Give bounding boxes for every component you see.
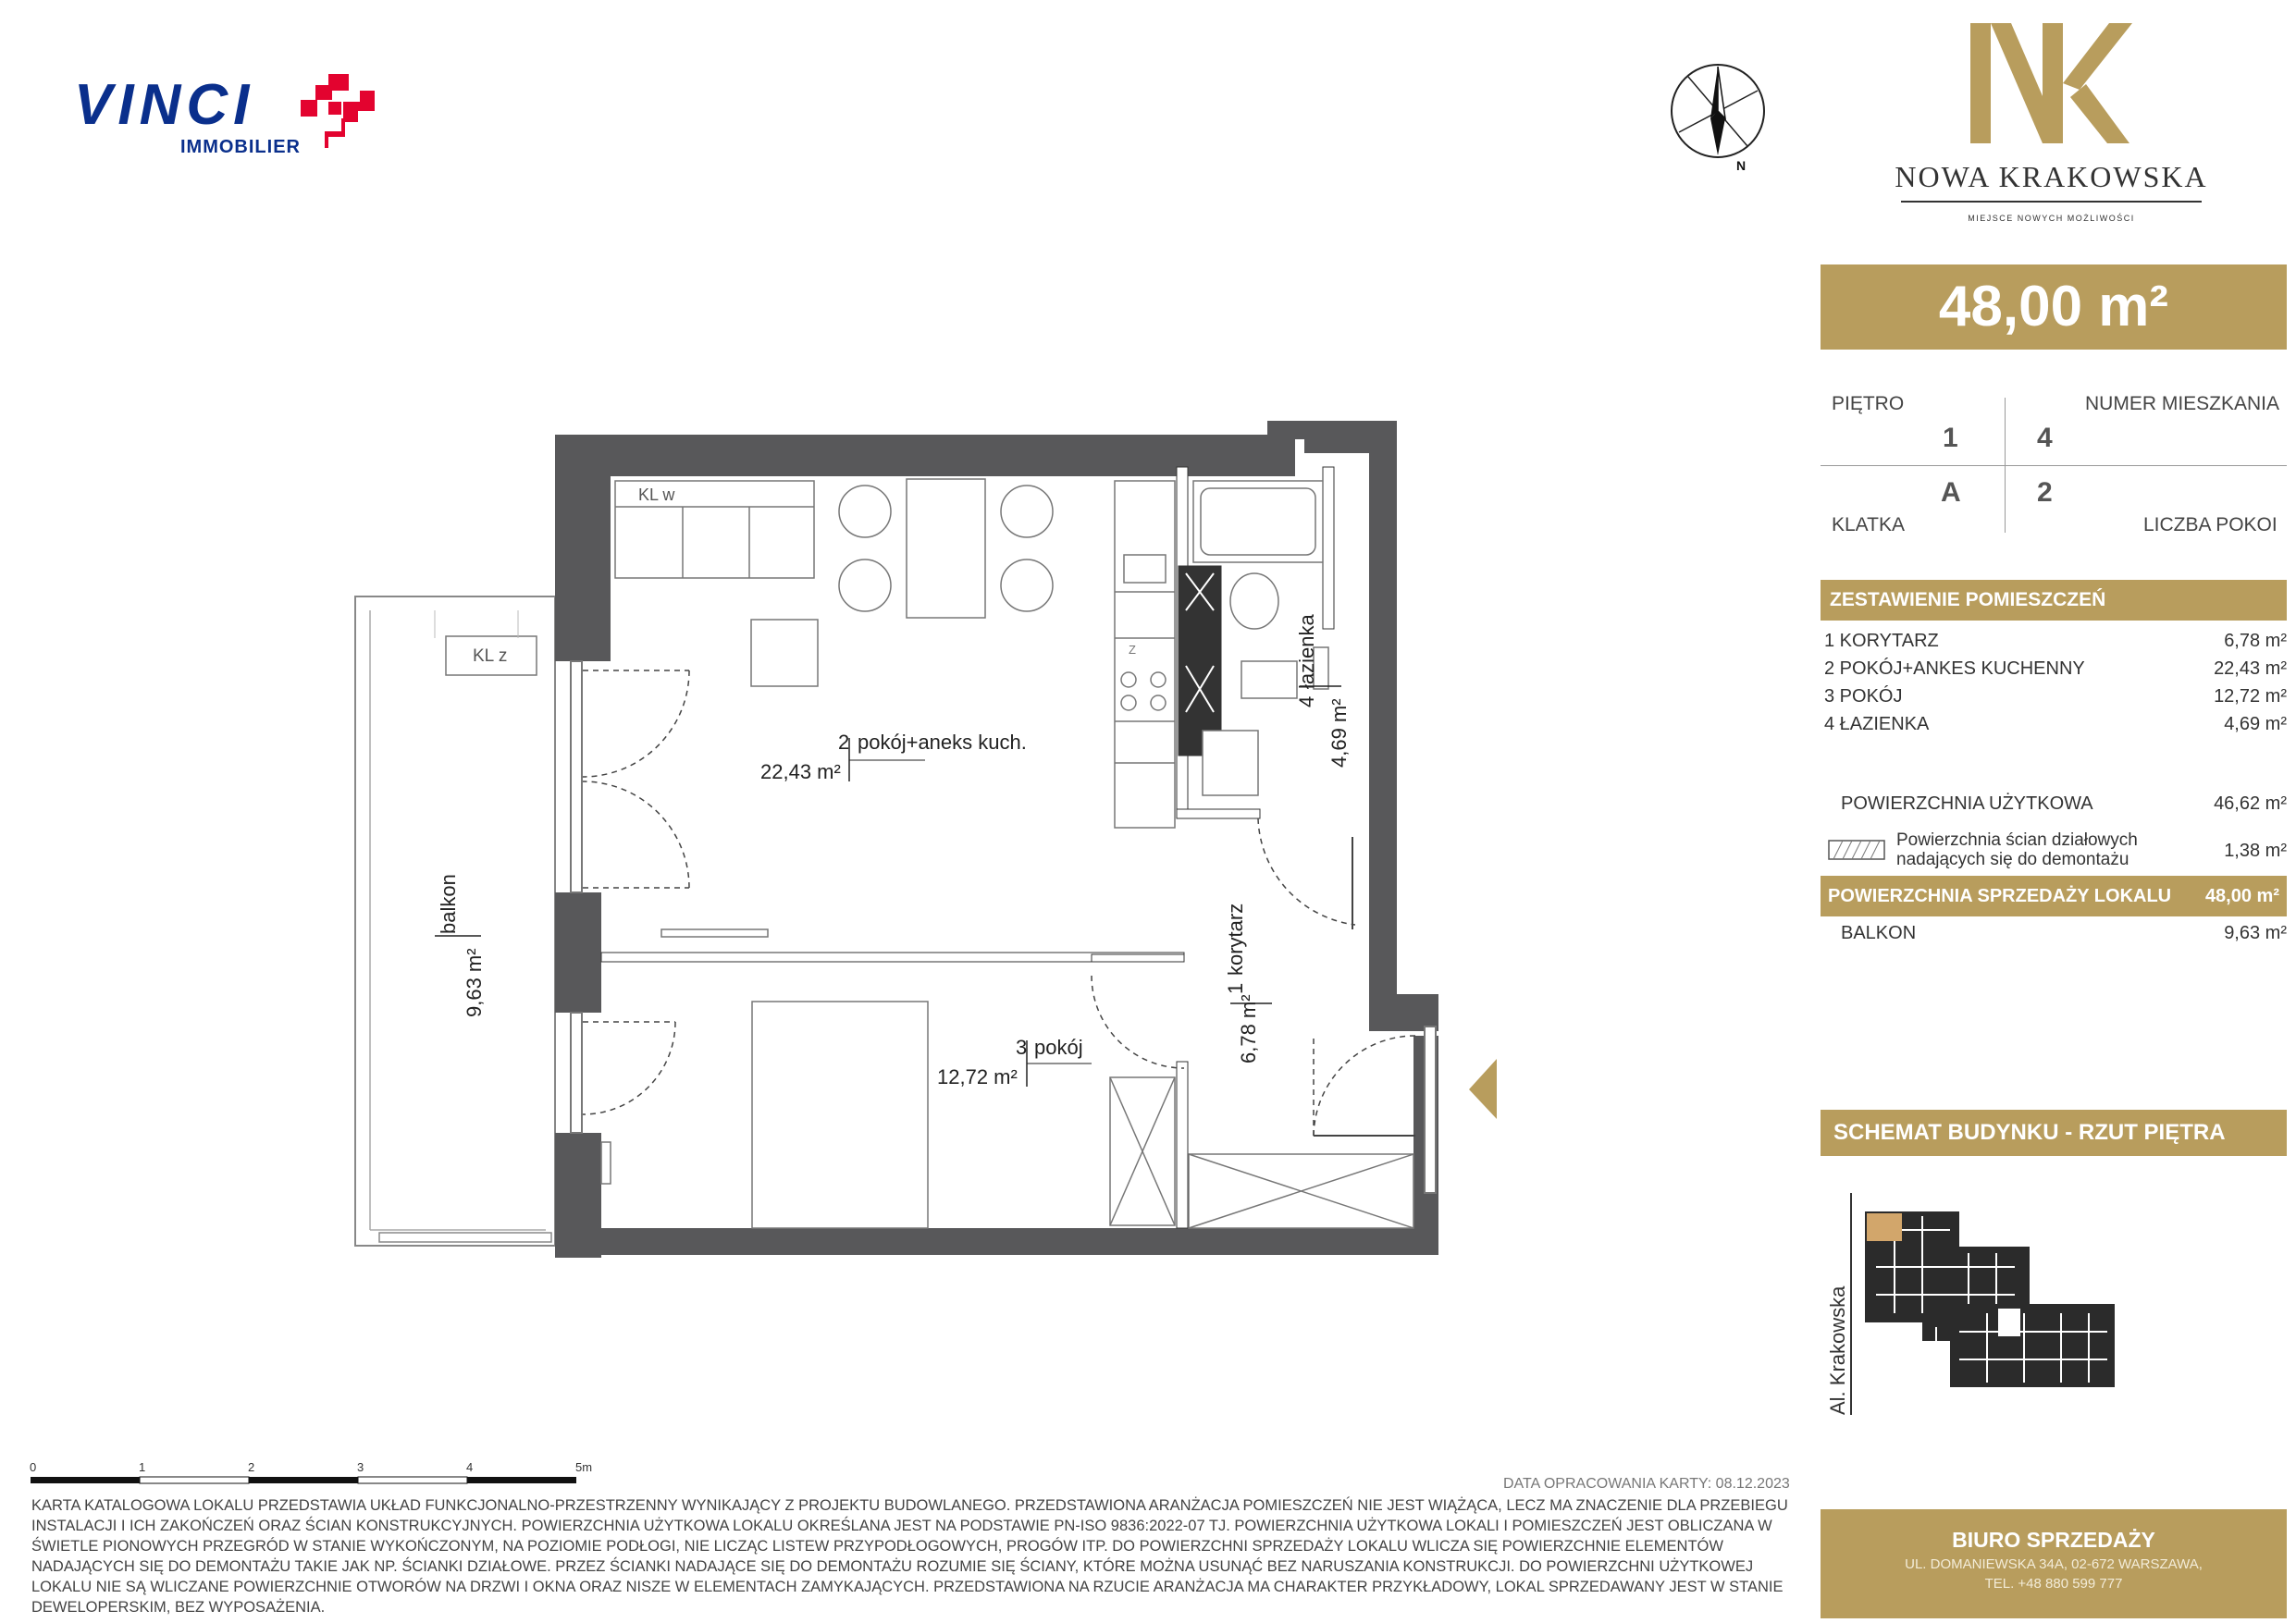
room3-area: 12,72 m²	[937, 1065, 1018, 1088]
usable-area-row	[1841, 793, 2287, 815]
nk-underline	[1901, 201, 2202, 203]
room-row	[1824, 631, 2287, 652]
sales-office-title: BIURO SPRZEDAŻY	[1952, 1528, 2155, 1552]
vinci-immobilier-logo	[74, 65, 407, 166]
room-row	[1824, 686, 2287, 707]
room4-name: łazienka	[1295, 614, 1318, 689]
compass-letter: N	[1736, 158, 1747, 173]
room1-name: korytarz	[1224, 903, 1247, 976]
room-name: 4 ŁAZIENKA	[1824, 714, 1930, 734]
walls-label	[1896, 830, 2138, 869]
sales-office-address: UL. DOMANIEWSKA 34A, 02-672 WARSZAWA,	[1905, 1556, 2203, 1572]
info-grid-divider	[1821, 465, 2287, 466]
room-area: 4,69 m²	[2224, 714, 2287, 734]
room-name: 1 KORYTARZ	[1824, 631, 1939, 651]
balcony-area: 9,63 m²	[463, 948, 486, 1017]
room1-area: 6,78 m²	[1237, 994, 1260, 1064]
floor-value: 1	[1943, 423, 1958, 453]
balcony-row	[1841, 923, 2287, 944]
building-schema-header: SCHEMAT BUDYNKU - RZUT PIĘTRA	[1821, 1110, 2287, 1156]
sales-area-bar	[1821, 876, 2287, 916]
room3-name: pokój	[1034, 1036, 1083, 1059]
room2-name: pokój+aneks kuch.	[858, 731, 1027, 754]
scale-tick-label: 2	[248, 1460, 255, 1474]
scale-tick-label: 0	[30, 1460, 37, 1474]
room-name: 2 POKÓJ+ANKES KUCHENNY	[1824, 658, 2085, 679]
fridge-mark: Z	[1129, 643, 1136, 657]
room-area: 12,72 m²	[2214, 686, 2287, 707]
room4-number: 4	[1295, 695, 1318, 707]
rooms-count-value: 2	[2037, 477, 2053, 508]
balcony-name: balkon	[437, 874, 460, 934]
entrance-marker-icon	[1469, 1059, 1497, 1119]
room-name: 3 POKÓJ	[1824, 686, 1903, 707]
vinci-subtitle: IMMOBILIER	[180, 137, 301, 157]
room-row	[1824, 658, 2287, 680]
nk-monogram-icon	[1970, 23, 2132, 153]
apartment-number-label: NUMER MIESZKANIA	[2085, 393, 2280, 414]
building-schema-plan	[1821, 1193, 2265, 1443]
scale-tick-label: 1	[139, 1460, 146, 1474]
rooms-count-label: LICZBA POKOI	[2143, 514, 2277, 535]
room-area: 6,78 m²	[2224, 631, 2287, 651]
nk-name: NOWA KRAKOWSKA	[1895, 160, 2208, 193]
room4-area: 4,69 m²	[1327, 698, 1351, 768]
sales-area-label: POWIERZCHNIA SPRZEDAŻY LOKALU	[1828, 886, 2172, 906]
vinci-cross-icon	[301, 74, 375, 148]
room2-area: 22,43 m²	[760, 760, 841, 783]
hatch-legend-icon	[1828, 840, 1885, 860]
info-grid-divider-vertical	[2005, 398, 2006, 533]
usable-area-label: POWIERZCHNIA UŻYTKOWA	[1841, 793, 2093, 814]
total-area-box: 48,00 m²	[1821, 264, 2287, 350]
vinci-wordmark: VINCI	[74, 73, 255, 137]
kl-z-label: KL z	[473, 646, 508, 666]
sales-office-box	[1821, 1509, 2287, 1618]
balcony-value: 9,63 m²	[2224, 923, 2287, 943]
room2-number: 2	[838, 731, 850, 754]
sales-area-value: 48,00 m²	[2204, 886, 2279, 906]
nowa-krakowska-logo	[1892, 23, 2211, 231]
usable-area-value: 46,62 m²	[2214, 793, 2287, 814]
disclaimer-text: KARTA KATALOGOWA LOKALU PRZEDSTAWIA UKŁAD FUNKCJONALNO-PRZESTRZENNY WYNIKAJĄCY Z PROJEKTU BUDOWLANEGO. PRZEDSTAWIONA ARANŻACJA POMIESZCZEŃ NIE JEST WIĄŻĄCA, LECZ MA ZNACZENIE DLA PRZEBIEGU INSTALACJI I ICH ZAKOŃCZEŃ ORAZ ŚCIAN KONSTRUKCYJNYCH. POWIERZCHNIA UŻYTKOWA LOKALU OKREŚLANA JEST NA PODSTAWIE PN-ISO 9836:2022-07 TJ. POWIERZCHNIA UŻYTKOWA LOKALI I POMIESZCZEŃ JEST OBLICZANA W ŚWIETLE PIONOWYCH PRZEGRÓD W STANIE WYKOŃCZONYM, NA POZIOMIE PODŁOGI, NIE LICZĄC LISTEW PRZYPODŁOGOWYCH, PROGÓW ITP. DO POWIERZCHNI SPRZEDAŻY LOKALU WLICZA SIĘ POWIERZCHNIE ELEMENTÓW NADAJĄCYCH SIĘ DO DEMONTAŻU TAKIE JAK NP. ŚCIANKI DZIAŁOWE. PRZEZ ŚCIANKI NADAJĄCE SIĘ DO DEMONTAŻU ROZUMIE SIĘ ŚCIANY, KTÓRE MOŻNA USUNĄĆ BEZ NARUSZANIA KONSTRUKCJI. DO POWIERZCHNI UŻYTKOWEJ LOKALU NIE SĄ WLICZANE POWIERZCHNIE OTWORÓW NA DRZWI I OKNA ORAZ NISZE W ELEMENTACH ZAMYKAJĄCYCH. PRZEDSTAWIONA NA RZUCIE ARANŻACJA MA CHARAKTER PRZYKŁADOWY, LOKAL SPRZEDAWANY JEST W STANIE DEWELOPERSKIM, BEZ WYPOSAŻENIA.	[31, 1497, 1788, 1616]
walls-label-line2: nadających się do demontażu	[1896, 850, 2129, 869]
scale-tick-label: 3	[357, 1460, 364, 1474]
apartment-floor-plan	[342, 407, 1545, 1285]
room3-number: 3	[1016, 1036, 1028, 1059]
room1-number: 1	[1224, 982, 1247, 994]
compass-north-icon	[1670, 63, 1767, 174]
rooms-summary-header: ZESTAWIENIE POMIESZCZEŃ	[1821, 580, 2287, 621]
walls-value: 1,38 m²	[2224, 841, 2287, 861]
scale-tick-label: 4	[466, 1460, 474, 1474]
staircase-value: A	[1941, 477, 1961, 508]
sales-office-phone: TEL. +48 880 599 777	[1984, 1576, 2123, 1592]
street-name: Al. Krakowska	[1826, 1285, 1849, 1415]
apartment-number-value: 4	[2037, 423, 2053, 453]
staircase-label: KLATKA	[1832, 514, 1905, 535]
room-row	[1824, 714, 2287, 735]
kl-w-label: KL w	[638, 486, 675, 504]
nk-tagline: MIEJSCE NOWYCH MOŻLIWOŚCI	[1968, 214, 2135, 223]
walls-label-line1: Powierzchnia ścian działowych	[1896, 830, 2138, 850]
scale-bar	[28, 1458, 601, 1495]
floor-label: PIĘTRO	[1832, 393, 1905, 414]
scale-tick-label: 5m	[575, 1460, 593, 1474]
balcony-label: BALKON	[1841, 923, 1917, 943]
card-date: DATA OPRACOWANIA KARTY: 08.12.2023	[1503, 1476, 1790, 1492]
room-area: 22,43 m²	[2214, 658, 2287, 679]
